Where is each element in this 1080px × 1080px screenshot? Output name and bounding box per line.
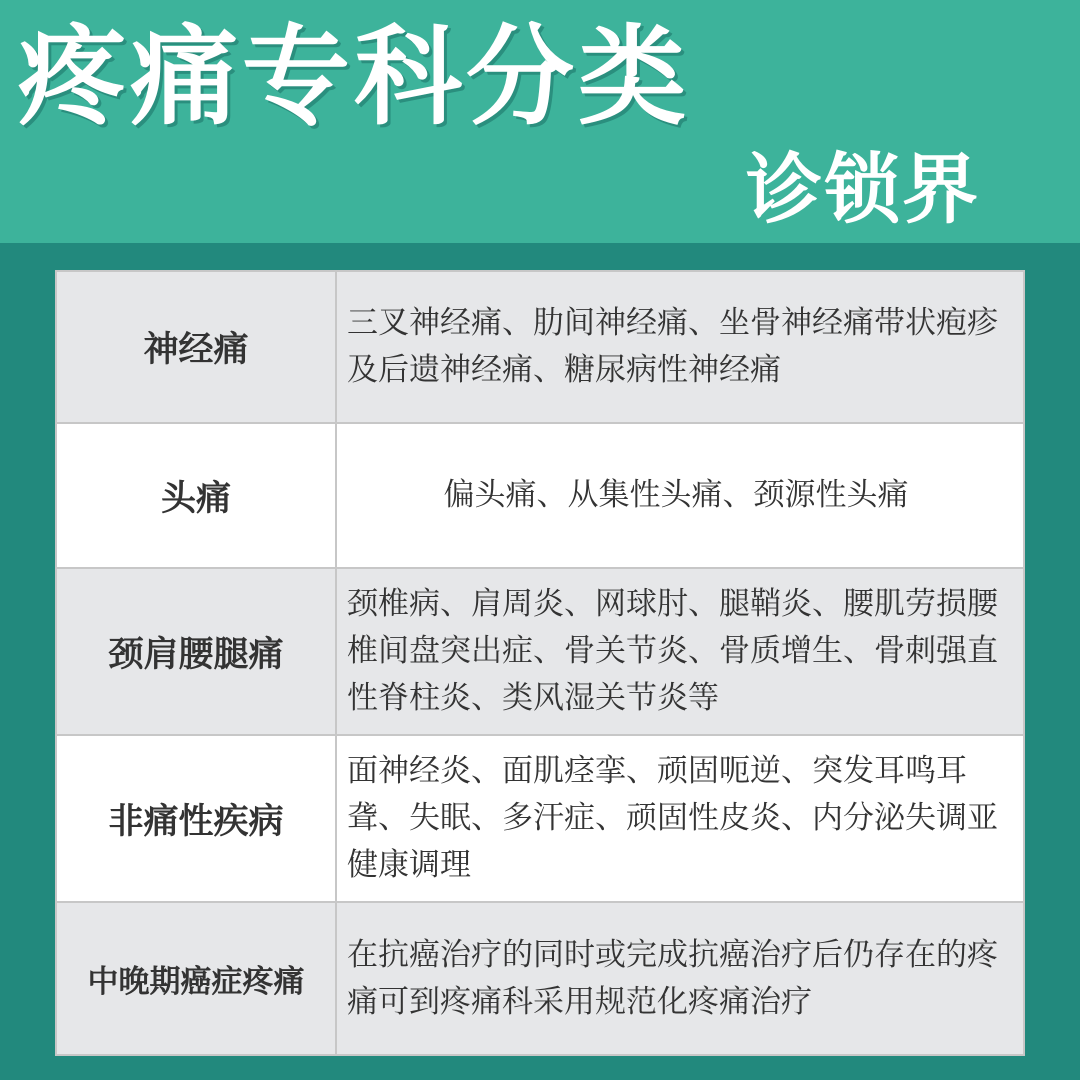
- category-cell: 非痛性疾病: [56, 735, 336, 902]
- category-cell: 中晚期癌症疼痛: [56, 902, 336, 1055]
- classification-table-container: [55, 270, 1025, 1054]
- category-cell: 头痛: [56, 423, 336, 568]
- header-banner: [0, 0, 1080, 243]
- table-row: [56, 902, 1024, 1055]
- description-cell: 面神经炎、面肌痉挛、顽固呃逆、突发耳鸣耳聋、失眠、多汗症、顽固性皮炎、内分泌失调亚健康调理: [336, 735, 1024, 902]
- table-row: [56, 568, 1024, 735]
- table-row: [56, 735, 1024, 902]
- table-row: [56, 271, 1024, 423]
- brand-logo: 诊锁界: [746, 145, 980, 234]
- page-title: 疼痛专科分类: [18, 15, 691, 140]
- description-cell: 三叉神经痛、肋间神经痛、坐骨神经痛带状疱疹及后遗神经痛、糖尿病性神经痛: [336, 271, 1024, 423]
- category-cell: 神经痛: [56, 271, 336, 423]
- description-cell: 偏头痛、从集性头痛、颈源性头痛: [336, 423, 1024, 568]
- description-cell: 颈椎病、肩周炎、网球肘、腿鞘炎、腰肌劳损腰椎间盘突出症、骨关节炎、骨质增生、骨刺强直性脊柱炎、类风湿关节炎等: [336, 568, 1024, 735]
- category-cell: 颈肩腰腿痛: [56, 568, 336, 735]
- description-cell: 在抗癌治疗的同时或完成抗癌治疗后仍存在的疼痛可到疼痛科采用规范化疼痛治疗: [336, 902, 1024, 1055]
- table-row: [56, 423, 1024, 568]
- classification-table: [55, 270, 1025, 1056]
